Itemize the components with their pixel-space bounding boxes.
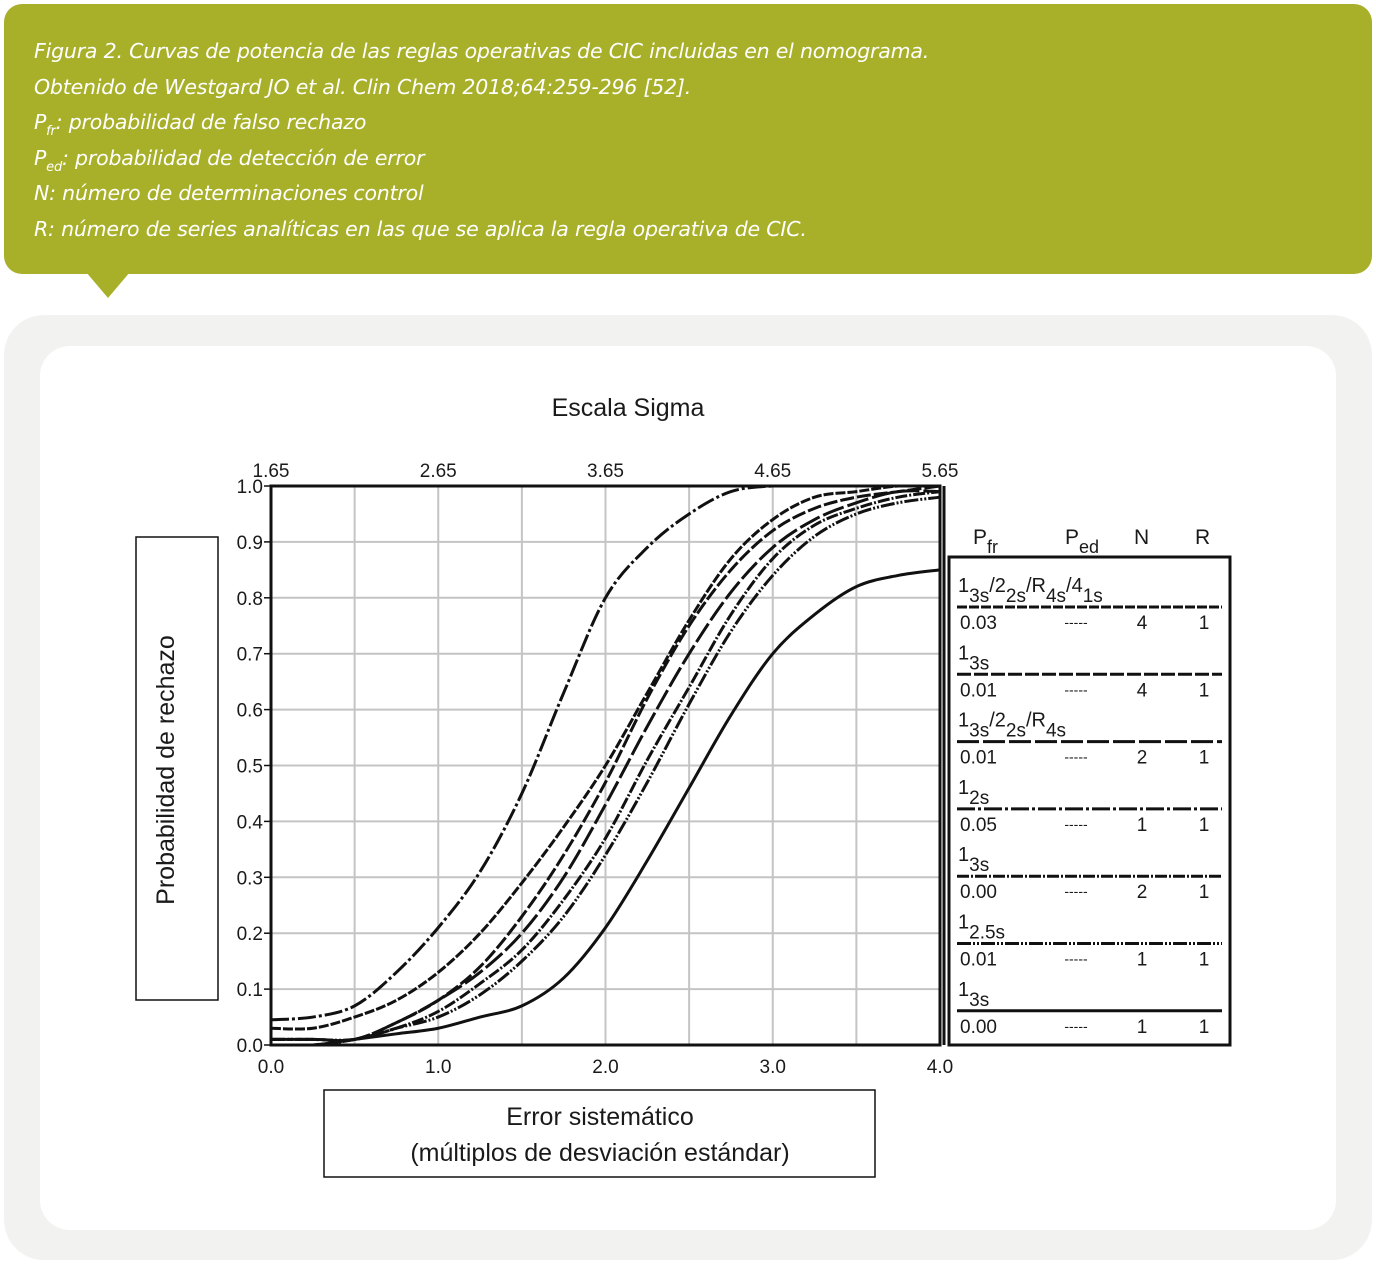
sigma-tick-label: 4.65	[754, 461, 792, 482]
caption-r-definition: R: número de series analíticas en las que se aplica la regla operativa de CIC.	[34, 216, 807, 241]
y-tick-label: 0.7	[236, 644, 263, 666]
sigma-tick-label: 3.65	[587, 461, 624, 482]
caption-source: Obtenido de Westgard JO et al. Clin Chem 2018;64:259-296 [52].	[34, 74, 692, 99]
legend-pfr-value: 0.01	[960, 680, 997, 702]
legend-header: Pfr	[973, 526, 999, 557]
caption-n-definition: N: número de determinaciones control	[34, 181, 424, 205]
legend-pfr-value: 0.00	[960, 882, 997, 904]
legend-header: Ped	[1065, 526, 1100, 557]
legend-rule-label: 12s	[958, 776, 990, 809]
y-tick-label: 0.0	[236, 1036, 263, 1057]
y-tick-label: 0.4	[236, 812, 263, 834]
legend-pfr-value: 0.03	[960, 613, 997, 634]
ped-symbol: P	[34, 145, 47, 170]
chart-title: Escala Sigma	[551, 394, 705, 422]
sigma-tick-label: 2.65	[419, 461, 457, 482]
legend-header: N	[1134, 526, 1150, 549]
ped-subscript: ed	[46, 159, 63, 175]
legend-pfr-value: 0.01	[960, 747, 997, 769]
legend-r-value: 1	[1198, 949, 1210, 971]
legend-n-value: 2	[1136, 882, 1148, 904]
legend-header: R	[1195, 526, 1211, 549]
legend	[944, 486, 1230, 1045]
y-axis-label: Probabilidad de rechazo	[152, 635, 180, 905]
y-tick-label: 0.6	[236, 700, 263, 722]
legend-rule-label: 13s/22s/R4s/41s	[958, 575, 1103, 607]
x-axis-label-line-1: Error sistemático	[506, 1103, 694, 1131]
legend-r-value: 1	[1198, 747, 1210, 769]
legend-n-value: 1	[1136, 814, 1148, 836]
sigma-tick-label: 1.65	[252, 461, 290, 482]
legend-pfr-value: 0.05	[960, 814, 997, 836]
pfr-subscript: fr	[46, 124, 56, 139]
legend-r-value: 1	[1198, 882, 1210, 904]
sigma-scale-ticks	[253, 461, 959, 482]
legend-rule-label: 13s/22s/R4s	[958, 709, 1067, 742]
y-tick-label: 0.1	[236, 980, 263, 1002]
legend-ped-value: -----	[1064, 614, 1088, 630]
legend-n-value: 4	[1136, 680, 1148, 702]
ped-text: : probabilidad de detección de error	[62, 145, 425, 170]
y-tick-label: 0.9	[236, 532, 263, 554]
y-axis-ticks	[237, 477, 271, 1057]
legend-pfr-value: 0.00	[960, 1016, 997, 1038]
legend-rule-label: 13s	[958, 844, 990, 877]
legend-n-value: 4	[1136, 613, 1148, 634]
legend-ped-value: -----	[1064, 1017, 1088, 1034]
x-axis-label-line-2: (múltiplos de desviación estándar)	[410, 1139, 790, 1167]
legend-n-value: 2	[1136, 747, 1148, 769]
legend-r-value: 1	[1198, 680, 1210, 702]
sigma-tick-label: 5.65	[921, 461, 959, 482]
x-axis-ticks	[258, 1057, 953, 1078]
x-tick-label: 3.0	[759, 1057, 786, 1078]
y-tick-label: 0.5	[236, 756, 263, 778]
legend-rule-label: 12.5s	[958, 911, 1006, 944]
legend-n-value: 1	[1136, 949, 1148, 971]
x-tick-label: 0.0	[257, 1057, 285, 1078]
pfr-symbol: P	[34, 110, 47, 134]
y-tick-label: 0.2	[236, 924, 263, 946]
y-tick-label: 0.8	[236, 588, 263, 610]
caption-title: Figura 2. Curvas de potencia de las reglas operativas de CIC incluidas en el nomograma.	[34, 39, 930, 63]
legend-n-value: 1	[1136, 1016, 1148, 1038]
legend-r-value: 1	[1198, 814, 1210, 836]
legend-r-value: 1	[1198, 613, 1210, 634]
legend-r-value: 1	[1198, 1016, 1210, 1038]
legend-pfr-value: 0.01	[960, 949, 997, 971]
legend-ped-value: -----	[1064, 883, 1088, 900]
x-tick-label: 4.0	[926, 1057, 954, 1078]
pfr-text: : probabilidad de falso rechazo	[55, 110, 367, 134]
legend-ped-value: -----	[1064, 815, 1088, 832]
y-tick-label: 1.0	[236, 477, 263, 498]
legend-rule-label: 13s	[958, 642, 990, 675]
legend-rule-label: 13s	[958, 978, 990, 1011]
x-tick-label: 1.0	[425, 1057, 452, 1078]
legend-ped-value: -----	[1064, 950, 1088, 967]
legend-ped-value: -----	[1064, 748, 1088, 765]
y-tick-label: 0.3	[236, 868, 263, 890]
x-tick-label: 2.0	[592, 1057, 619, 1078]
legend-ped-value: -----	[1064, 681, 1088, 698]
